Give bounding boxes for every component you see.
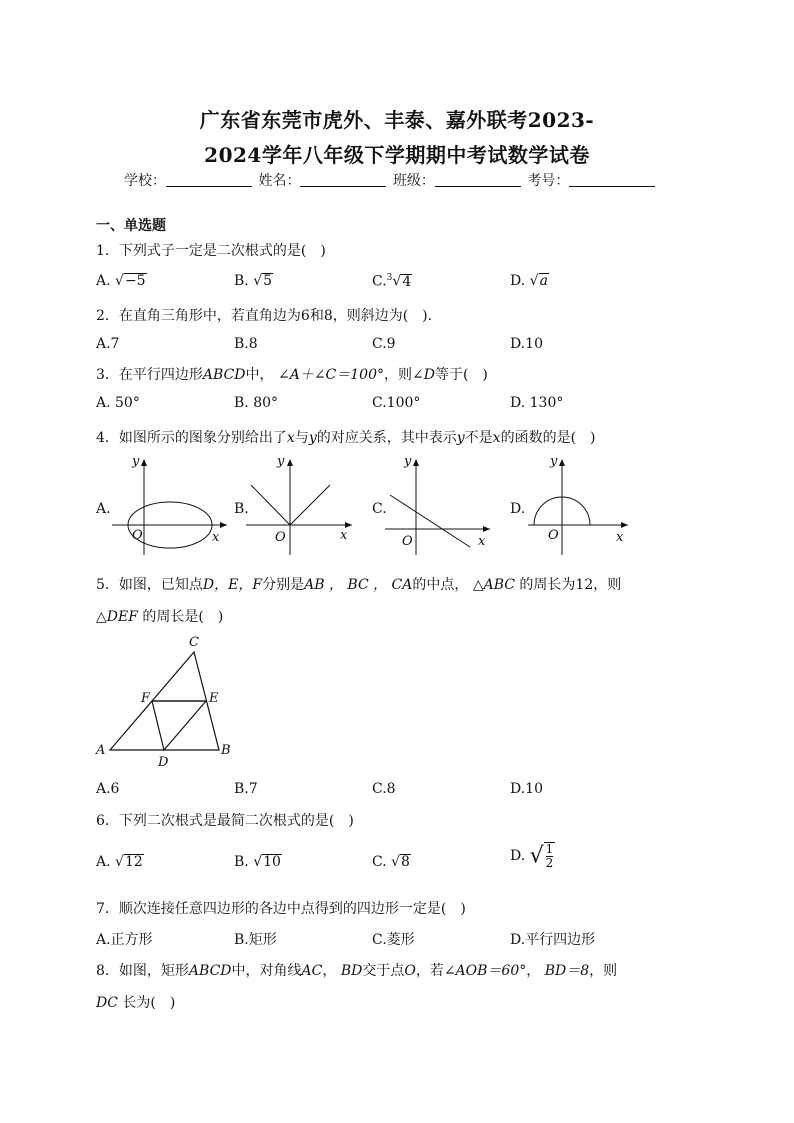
q4-var-x: x [286,430,295,446]
q4-text-d: 不是 [464,430,493,446]
q6-option-b[interactable]: B. √10 [234,854,281,870]
q5-sides: AB ， BC ， CA [304,577,413,593]
class-blank[interactable] [435,172,521,187]
q6-option-a[interactable]: A. √12 [96,854,143,870]
q4-text-a: 4．如图所示的图象分别给出了 [96,430,287,446]
q5-option-a[interactable]: A.6 [96,781,120,797]
q3-shape-name: ABCD [202,367,246,383]
q1-d-radicand: a [539,273,548,289]
q4b-axis-y: y [277,454,285,469]
q8-text-c: ， [322,963,337,979]
q1-c-label: C. [372,273,387,290]
q8-text-f: ， [526,963,541,979]
q1-c-radicand: 4 [402,273,412,290]
q4-option-d[interactable]: D. [510,501,526,517]
q4a-axis-y: y [132,454,140,469]
q2-option-d[interactable]: D.10 [510,336,543,352]
page-title-line1: 广东省东莞市虎外、丰泰、嘉外联考2023- [199,108,595,132]
q3-text-a: 3．在平行四边形 [96,367,203,383]
q8-text-rest: 长为( ) [122,995,176,1011]
section-heading: 一、单选题 [96,218,166,234]
name-label: 姓名： [258,173,301,189]
q4-text-b: 与 [294,430,309,446]
q7-stem: 7．顺次连接任意四边形的各边中点得到的四边形一定是( ) [96,901,466,917]
q3-text-g: 等于( ) [434,367,488,383]
q5-triangle-figure [94,632,244,772]
q5-triangle-abc: △ABC [472,577,515,593]
q7-option-a[interactable]: A.正方形 [96,932,153,948]
q6-option-d[interactable]: D. √ $\frac{1}{2}$ [510,842,554,870]
q5-label-b: B [221,743,231,758]
q8-text-g: ，则 [589,963,618,979]
id-blank[interactable] [569,172,655,187]
q4-var-y2: y [456,430,465,446]
q2-option-a[interactable]: A.7 [96,336,120,352]
q5-label-d: D [158,755,169,770]
q4c-axis-y: y [404,454,412,469]
q5-option-b[interactable]: B.7 [234,781,258,797]
q1-option-a[interactable]: A. √−5 [96,273,146,289]
school-label: 学校： [124,173,166,189]
q4a-origin: O [132,528,143,543]
id-label: 考号： [527,173,570,189]
q3-text-c: 中， [245,367,274,383]
q7-option-d[interactable]: D.平行四边形 [510,932,596,948]
page-title-line2: 2024学年八年级下学期期中考试数学试卷 [204,143,590,167]
q3-option-b[interactable]: B. 80° [234,395,279,411]
q1-c-index: 3 [386,273,393,283]
q5-triangle-def: △DEF [96,609,138,625]
q3-stem [96,364,488,384]
q5-text-f: 的周长是( ) [142,609,224,625]
q2-option-c[interactable]: C.9 [372,336,396,352]
q6-a-label: A. [96,854,111,870]
name-blank[interactable] [300,172,386,187]
q5-text-a: 5．如图，已知点 [96,577,203,593]
q6-b-label: B. [234,854,249,870]
q4-var-y: y [308,430,317,446]
q1-a-radicand: −5 [124,273,146,289]
q1-a-label: A. [96,273,111,289]
q5-option-c[interactable]: C.8 [372,781,396,797]
q8-text-d: 交于点 [362,963,405,979]
q4-option-b[interactable]: B. [234,501,249,517]
q7-option-c[interactable]: C.菱形 [372,932,415,948]
q5-label-a: A [96,743,106,758]
q6-c-label: C. [372,854,387,870]
q8-stem-line2 [96,992,175,1012]
q1-b-label: B. [234,273,249,289]
q6-a-radicand: 12 [124,854,143,870]
q1-d-label: D. [510,273,526,289]
q2-option-b[interactable]: B.8 [234,336,258,352]
q5-text-c: 的中点， [412,577,469,593]
q1-option-b[interactable]: B. √5 [234,273,273,289]
q6-stem: 6．下列二次根式是最简二次根式的是( ) [96,813,354,829]
q8-text-a: 8．如图，矩形 [96,963,189,979]
q4-graph-b [246,455,356,555]
q6-d-numerator: 1 [545,842,554,856]
q3-angle-d: ∠D [412,367,435,383]
q4-graph-d [528,455,633,555]
q4d-origin: O [548,528,559,543]
q8-diag-bd: BD [340,963,363,979]
q8-stem-line1 [96,960,617,980]
q5-text-b: 分别是 [262,577,305,593]
q3-option-c[interactable]: C.100° [372,395,421,411]
school-blank[interactable] [166,172,252,187]
q6-b-radicand: 10 [263,854,281,870]
q1-option-c[interactable]: C.$^3$√4 [372,273,412,290]
q5-option-d[interactable]: D.10 [510,781,543,797]
q4d-axis-y: y [550,454,558,469]
q8-bd-value: BD＝8 [544,963,590,979]
q8-segment-dc: DC [96,995,118,1011]
q5-stem-line2 [96,606,223,626]
q4-option-c[interactable]: C. [372,501,387,517]
q6-option-c[interactable]: C. √8 [372,854,410,870]
q4-text-e: 的函数的是( ) [500,430,596,446]
q6-c-radicand: 8 [401,854,410,870]
q4c-origin: O [402,534,413,549]
q4b-axis-x: x [340,528,348,543]
q6-d-label: D. [510,848,526,864]
q5-stem-line1 [96,574,621,594]
q8-text-e: ，若 [415,963,444,979]
q3-option-a[interactable]: A. 50° [96,395,140,411]
q4-text-c: 的对应关系，其中表示 [316,430,457,446]
q4-graph-a [112,455,232,555]
q1-stem: 1．下列式子一定是二次根式的是( ) [96,243,326,259]
q3-option-d[interactable]: D. 130° [510,395,564,411]
q7-option-b[interactable]: B.矩形 [234,932,277,948]
q5-points: D，E，F [202,577,263,593]
q4d-axis-x: x [616,530,624,545]
q4a-axis-x: x [212,530,220,545]
q6-d-denominator: 2 [545,856,554,870]
q2-stem: 2．在直角三角形中，若直角边为6和8，则斜边为( ). [96,308,433,324]
q5-text-d: 的周长为12，则 [519,577,622,593]
q4b-origin: O [275,530,286,545]
q8-diag-ac: AC [301,963,323,979]
q5-label-f: F [141,691,151,706]
q4-var-x2: x [492,430,501,446]
q4c-axis-x: x [478,534,486,549]
q8-text-b: 中，对角线 [231,963,302,979]
q1-b-radicand: 5 [263,273,273,289]
class-label: 班级： [392,173,435,189]
q5-label-c: C [189,635,199,650]
student-info-row [124,170,657,190]
q8-point-o: O [404,963,416,979]
q4-graph-c [380,455,495,555]
q8-rect-name: ABCD [188,963,232,979]
q4-stem [96,427,596,447]
q1-option-d[interactable]: D. √a [510,273,548,289]
q5-label-e: E [209,691,219,706]
q3-angle-sum: ∠A＋∠C＝100° [277,367,384,383]
q3-text-e: ，则 [384,367,412,383]
q8-angle: ∠AOB＝60° [443,963,527,979]
q4-option-a[interactable]: A. [96,501,111,517]
